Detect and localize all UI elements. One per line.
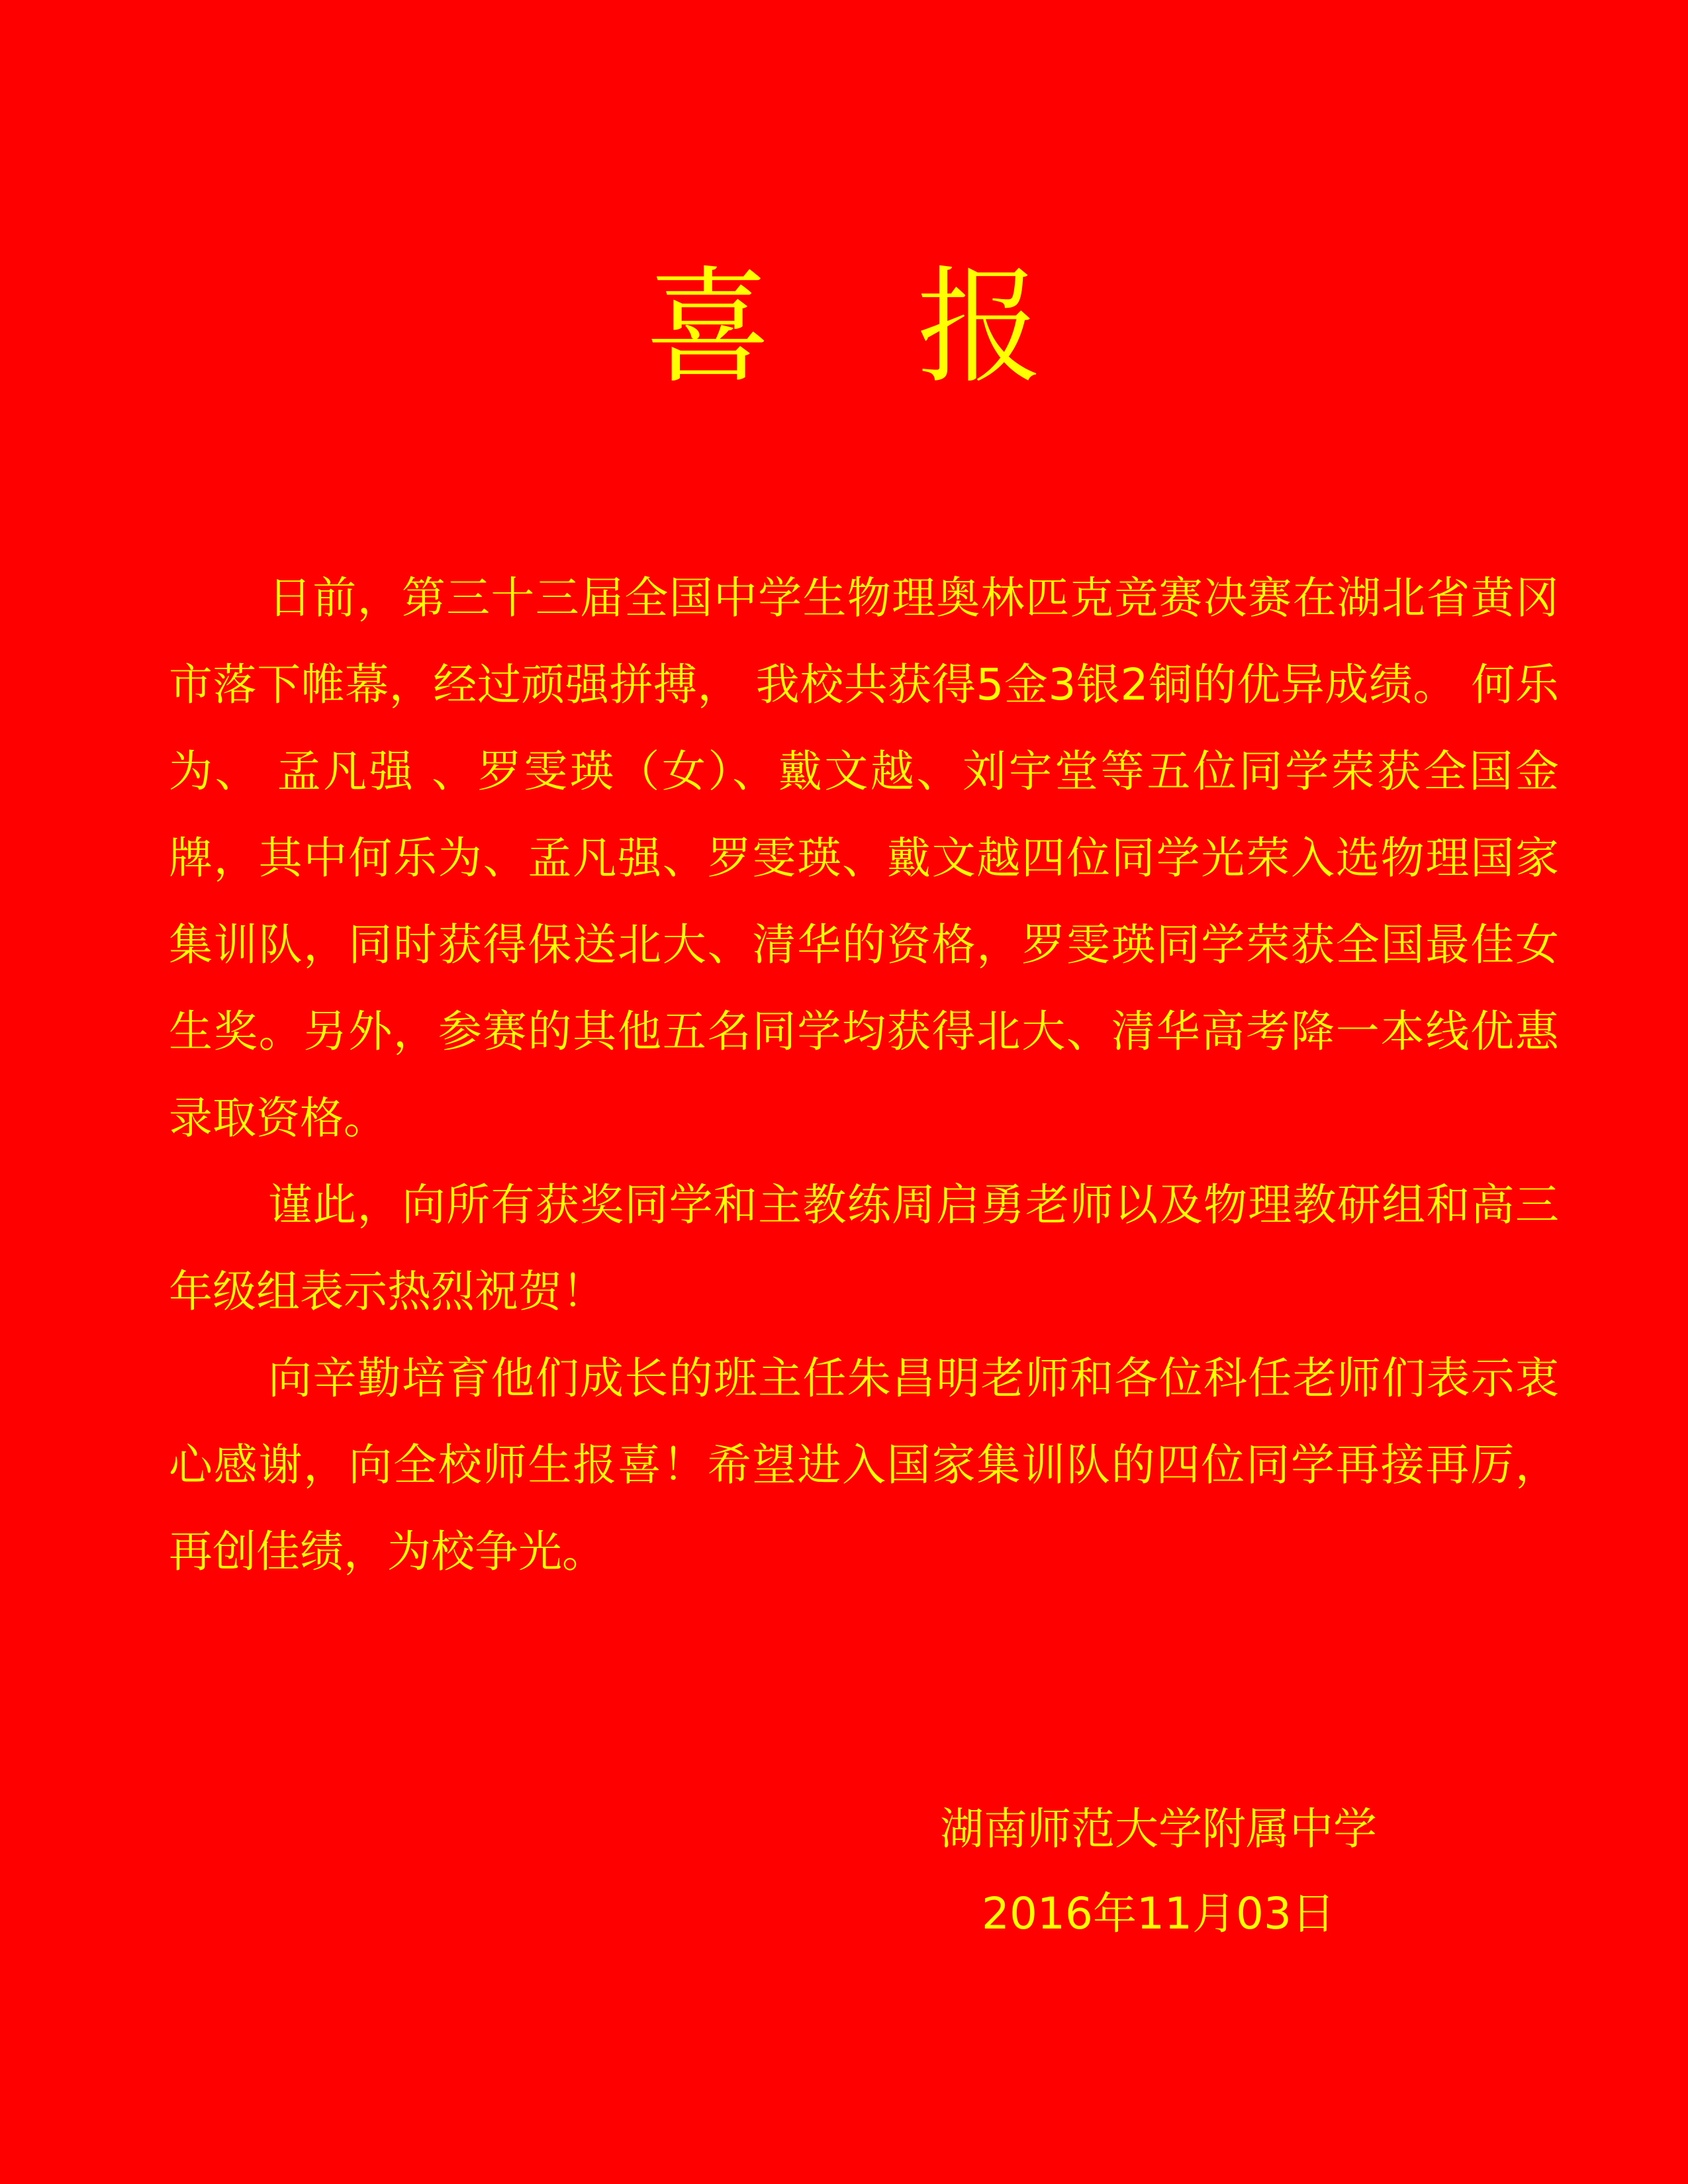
paragraph-3: 向辛勤培育他们成长的班主任朱昌明老师和各位科任老师们表示衷心感谢，向全校师生报喜！希望进入国家集训队的四位同学再接再厉，再创佳绩，为校争光。 — [169, 1353, 1559, 1577]
signature-date: 2016年11月03日 — [982, 1888, 1335, 1939]
announcement-body — [169, 555, 1559, 1595]
signature-block — [861, 1787, 1456, 1956]
page-title: 喜报 — [645, 254, 1188, 400]
paragraph-2: 谨此，向所有获奖同学和主教练周启勇老师以及物理教研组和高三年级组表示热烈祝贺！ — [169, 1179, 1559, 1317]
signature-organization: 湖南师范大学附属中学 — [940, 1803, 1377, 1854]
paragraph-1: 日前，第三十三届全国中学生物理奥林匹克竞赛决赛在湖北省黄冈市落下帷幕，经过顽强拼搏， 我校共获得5金3银2铜的优异成绩。 何乐为、 孟凡强 、罗雯瑛（女）、戴文越、刘宇堂等五位同学荣获全国金牌，其中何乐为、孟凡强、罗雯瑛、戴文越四位同学光荣入选物理国家集训队，同时获得保送北大、清华的资格，罗雯瑛同学荣获全国最佳女生奖。另外，参赛的其他五名同学均获得北大、清华高考降一本线优惠录取资格。 — [169, 572, 1559, 1144]
